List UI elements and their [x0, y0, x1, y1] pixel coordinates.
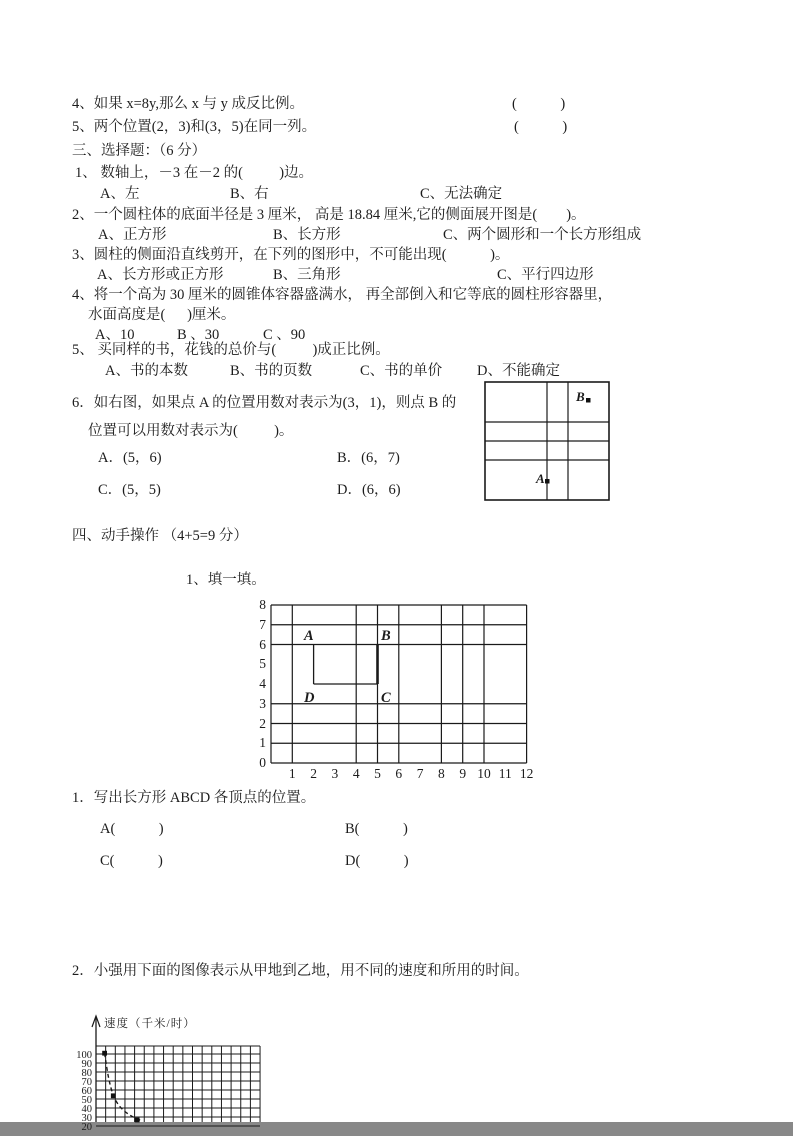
- choice-q2: 2、一个圆柱体的底面半径是 3 厘米， 高是 18.84 厘米,它的侧面展开图是( )。: [72, 207, 586, 223]
- choice-q3-option-b: B、三角形: [273, 267, 341, 283]
- choice-q2-option-b: B、长方形: [273, 227, 341, 243]
- vertex-blank-b: B( ): [345, 821, 408, 837]
- tick-label: 7: [259, 616, 266, 632]
- choice-q4-option-c: C 、90: [263, 327, 306, 343]
- section4-title: 四、动手操作 （4+5=9 分）: [72, 528, 248, 544]
- speed-point-50: [111, 1093, 116, 1098]
- tick-label: 4: [259, 676, 266, 691]
- vertex-blank-d: D( ): [345, 853, 409, 869]
- choice-q6-line1: 6．如右图，如果点 A 的位置用数对表示为(3，1)，则点 B 的: [72, 395, 457, 411]
- tick-label: 1: [288, 766, 296, 781]
- judge-question-4: 4、如果 x=8y,那么 x 与 y 成反比例。: [72, 96, 304, 112]
- tick-label: 8: [259, 597, 266, 612]
- choice-q1: 1、 数轴上，－3 在－2 的( )边。: [75, 165, 314, 181]
- speed-point-100: [102, 1051, 107, 1056]
- tick-label: 4: [352, 766, 360, 781]
- tick-label: 1: [259, 735, 266, 751]
- tick-label: 60: [81, 1086, 92, 1097]
- tick-label: 50: [81, 1095, 92, 1106]
- q6-point-a-label: A: [536, 471, 545, 486]
- choice-q6-option-a: A．(5，6): [98, 450, 162, 466]
- tick-label: 40: [81, 1104, 92, 1115]
- grid-corner-a: A: [304, 628, 314, 644]
- choice-q5-option-c: C、书的单价: [360, 363, 443, 379]
- choice-q2-option-c: C、两个圆形和一个长方形组成: [443, 227, 642, 243]
- choice-q4-option-b: B 、30: [177, 327, 220, 343]
- tick-label: 3: [331, 766, 339, 781]
- tick-label: 100: [76, 1050, 92, 1061]
- tick-label: 8: [438, 766, 445, 781]
- choice-q4-line1: 4、将一个高为 30 厘米的圆锥体容器盛满水， 再全部倒入和它等底的圆柱形容器里，: [72, 287, 613, 303]
- choice-q6-option-d: D．(6，6): [337, 482, 401, 498]
- choice-q6-line2: 位置可以用数对表示为( )。: [88, 423, 294, 439]
- choice-q1-option-b: B、右: [230, 186, 269, 202]
- tick-label: 2: [259, 715, 266, 731]
- tick-label: 90: [81, 1059, 92, 1070]
- vertex-blank-a: A( ): [100, 821, 164, 837]
- tick-label: 5: [374, 766, 381, 781]
- tick-label: 9: [459, 766, 467, 781]
- tick-label: 5: [259, 656, 266, 672]
- tick-label: 70: [81, 1077, 92, 1088]
- choice-q5-option-b: B、书的页数: [230, 363, 313, 379]
- grid-corner-c: C: [381, 690, 391, 706]
- choice-q3-option-a: A、长方形或正方形: [97, 267, 224, 283]
- tick-label: 6: [395, 766, 403, 781]
- choice-q2-option-a: A、正方形: [98, 227, 167, 243]
- section4-task1: 1、填一填。: [186, 572, 266, 588]
- choice-q3-option-c: C、平行四边形: [497, 267, 594, 283]
- tick-label: 2: [310, 766, 317, 781]
- tick-label: 0: [259, 755, 266, 770]
- choice-q5-option-d: D、不能确定: [477, 363, 560, 379]
- vertex-blank-c: C( ): [100, 853, 163, 869]
- tick-label: 10: [477, 766, 491, 781]
- choice-q5-option-a: A、书的本数: [105, 363, 188, 379]
- speed-time-prompt: 2．小强用下面的图像表示从甲地到乙地，用不同的速度和所用的时间。: [72, 963, 529, 979]
- speed-grid-lines: [96, 1046, 260, 1126]
- tick-label: 12: [519, 766, 534, 781]
- speed-axis-label: 速度（千米/时）: [104, 1018, 196, 1030]
- tick-label: 80: [81, 1068, 92, 1079]
- tick-label: 6: [259, 636, 266, 652]
- point-b-dot: [586, 398, 591, 403]
- q6-point-b-label: B: [576, 389, 585, 404]
- point-a-dot: [545, 479, 550, 484]
- choice-q1-option-a: A、左: [100, 186, 140, 202]
- grid-corner-d: D: [304, 690, 315, 706]
- grid-corner-b: B: [381, 628, 391, 644]
- choice-q6-option-b: B．(6，7): [337, 450, 400, 466]
- judge-question-5: 5、两个位置(2，3)和(3，5)在同一列。: [72, 119, 317, 135]
- figure-fill-in-grid: [255, 596, 547, 792]
- tick-label: 11: [498, 766, 512, 781]
- section3-title: 三、选择题：（6 分）: [72, 143, 207, 159]
- rectangle-abcd: [314, 645, 378, 685]
- judge-answer-blank-5: ( ): [514, 119, 568, 135]
- choice-q3: 3、圆柱的侧面沿直线剪开，在下列的图形中，不可能出现( )。: [72, 247, 510, 263]
- tick-label: 30: [81, 1113, 92, 1124]
- choice-q4-option-a: A、10: [95, 327, 135, 343]
- tick-label: 20: [81, 1122, 92, 1133]
- figure-q6-grid: [484, 381, 610, 501]
- tick-label: 7: [416, 766, 424, 781]
- judge-answer-blank-4: ( ): [512, 96, 566, 112]
- choice-q4-line2: 水面高度是( )厘米。: [88, 307, 236, 323]
- tick-label: 3: [259, 695, 266, 711]
- choice-q5: 5、 买同样的书，花钱的总价与( )成正比例。: [72, 342, 390, 358]
- choice-q1-option-c: C、无法确定: [420, 186, 503, 202]
- choice-q6-option-c: C．(5，5): [98, 482, 161, 498]
- speed-point-low: [135, 1118, 140, 1123]
- write-vertices-prompt: 1．写出长方形 ABCD 各顶点的位置。: [72, 790, 316, 806]
